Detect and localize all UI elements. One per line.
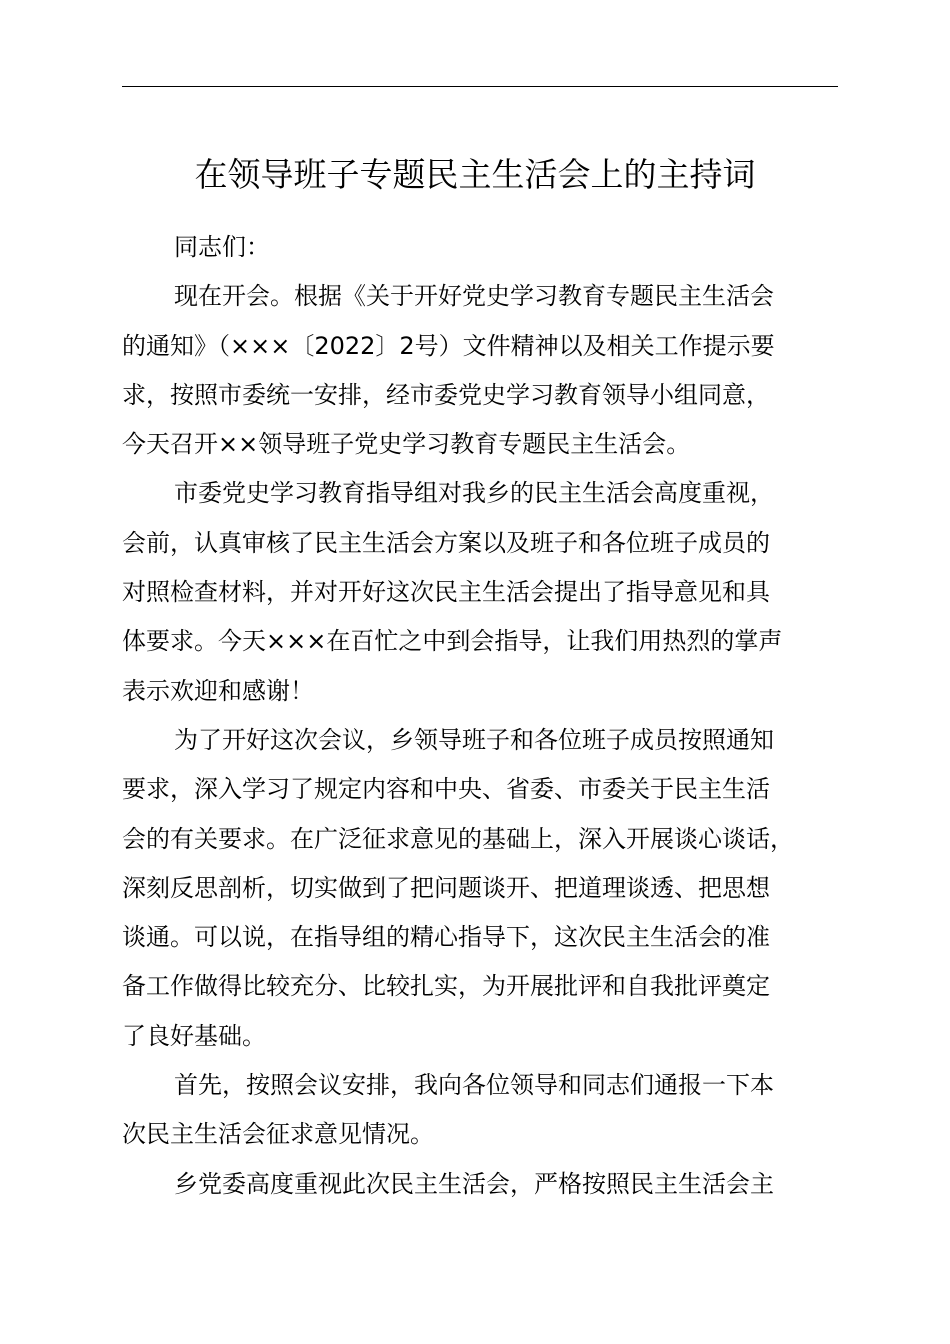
text-line: 为了开好这次会议，乡领导班子和各位班子成员按照通知 — [174, 725, 774, 754]
text-line: 的通知》（×××〔2022〕2号）文件精神以及相关工作提示要 — [122, 331, 775, 360]
text-line: 谈通。可以说，在指导组的精心指导下，这次民主生活会的准 — [122, 923, 770, 952]
document-title: 在领导班子专题民主生活会上的主持词 — [194, 155, 756, 194]
text-line: 乡党委高度重视此次民主生活会，严格按照民主生活会主 — [174, 1169, 774, 1198]
paragraph-guidance-group — [122, 469, 842, 715]
text-line: 对照检查材料，并对开好这次民主生活会提出了指导意见和具 — [122, 578, 770, 607]
paragraph-meeting-opening — [122, 272, 842, 469]
text-line: 会的有关要求。在广泛征求意见的基础上，深入开展谈心谈话， — [122, 824, 794, 853]
text-line: 今天召开××领导班子党史学习教育专题民主生活会。 — [122, 430, 691, 459]
text-line: 体要求。今天×××在百忙之中到会指导，让我们用热烈的掌声 — [122, 627, 783, 656]
text-line: 会前，认真审核了民主生活会方案以及班子和各位班子成员的 — [122, 528, 770, 557]
text-line: 要求，深入学习了规定内容和中央、省委、市委关于民主生活 — [122, 775, 770, 804]
salutation — [122, 223, 842, 272]
text-line: 备工作做得比较充分、比较扎实，为开展批评和自我批评奠定 — [122, 972, 770, 1001]
header-rule — [122, 86, 838, 87]
paragraph-first-item — [122, 1061, 842, 1160]
paragraph-preparation — [122, 716, 842, 1061]
document-body — [122, 223, 842, 1209]
paragraph-party-committee — [122, 1160, 842, 1209]
text-line: 深刻反思剖析，切实做到了把问题谈开、把道理谈透、把思想 — [122, 873, 770, 902]
text-line: 首先，按照会议安排，我向各位领导和同志们通报一下本 — [174, 1071, 774, 1100]
text-line: 现在开会。根据《关于开好党史学习教育专题民主生活会 — [174, 282, 774, 311]
text-line: 市委党史学习教育指导组对我乡的民主生活会高度重视， — [174, 479, 774, 508]
text-line: 了良好基础。 — [122, 1021, 266, 1050]
text-line: 表示欢迎和感谢！ — [122, 676, 314, 705]
text-line: 同志们： — [174, 233, 270, 261]
text-line: 次民主生活会征求意见情况。 — [122, 1120, 434, 1149]
text-line: 求，按照市委统一安排，经市委党史学习教育领导小组同意， — [122, 380, 770, 409]
